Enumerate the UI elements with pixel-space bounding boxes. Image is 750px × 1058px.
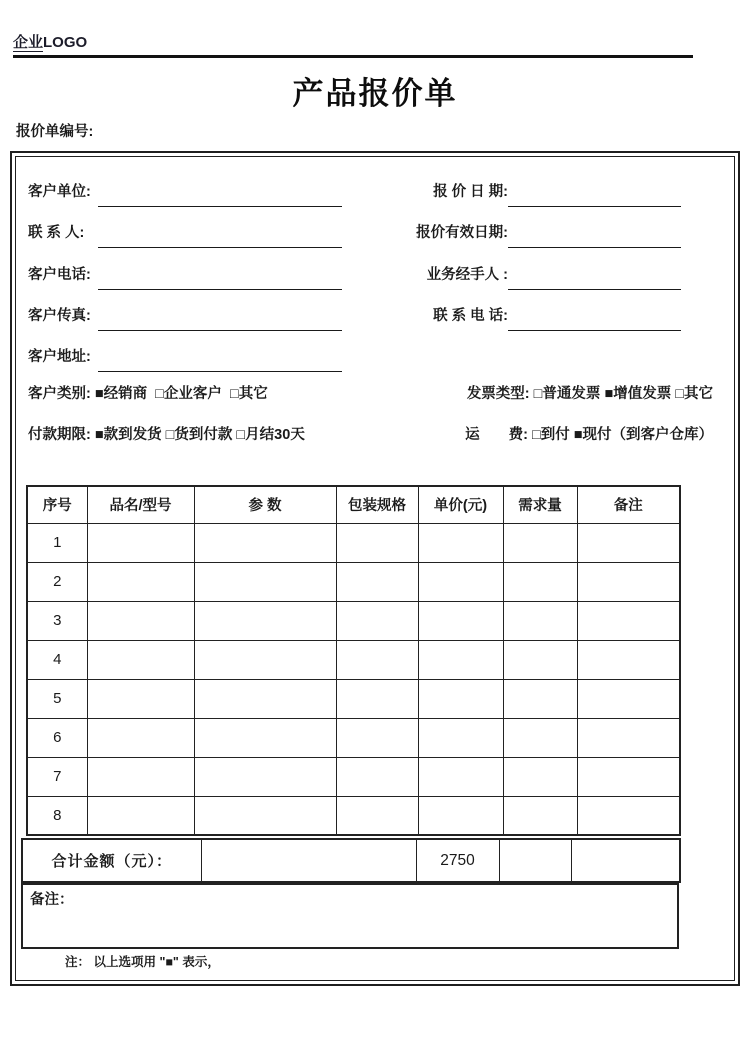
total-unit-price[interactable]: 2750 [416, 839, 499, 882]
item-cell[interactable] [503, 757, 577, 796]
quote-valid-date-label: 报价有效日期: [416, 225, 508, 241]
item-cell[interactable] [503, 640, 577, 679]
contact-phone-label: 联 系 电 话: [433, 308, 508, 324]
item-cell[interactable] [503, 679, 577, 718]
table-row [27, 757, 680, 796]
item-cell[interactable] [336, 640, 418, 679]
quote-date-label: 报 价 日 期: [433, 184, 508, 200]
remarks-box[interactable] [21, 883, 679, 949]
item-cell[interactable] [336, 757, 418, 796]
item-cell[interactable] [577, 523, 680, 562]
item-cell[interactable] [418, 640, 503, 679]
items-header-row [27, 486, 680, 523]
header-rule [13, 55, 693, 58]
item-cell[interactable] [577, 562, 680, 601]
col-header-name: 品名/型号 [87, 486, 194, 523]
total-note-cell[interactable] [571, 839, 680, 882]
customer-phone-label: 客户电话: [28, 267, 91, 283]
item-cell[interactable] [87, 562, 194, 601]
item-cell[interactable] [503, 601, 577, 640]
col-header-quantity: 需求量 [503, 486, 577, 523]
totals-row [22, 839, 680, 882]
item-cell[interactable] [418, 523, 503, 562]
item-cell[interactable] [194, 562, 336, 601]
contact-phone-input-line[interactable] [508, 330, 681, 331]
table-row [27, 562, 680, 601]
customer-type-options[interactable]: 客户类别: ■经销商 □企业客户 □其它 [28, 386, 268, 402]
sales-handler-input-line[interactable] [508, 289, 681, 290]
item-cell[interactable] [577, 679, 680, 718]
customer-fax-input-line[interactable] [98, 330, 342, 331]
customer-address-input-line[interactable] [98, 371, 342, 372]
page-title: 产品报价单 [292, 76, 458, 111]
items-table [26, 485, 681, 836]
quote-number-label: 报价单编号: [16, 124, 94, 140]
table-row [27, 796, 680, 835]
item-cell[interactable] [194, 523, 336, 562]
row-index: 3 [27, 601, 87, 640]
item-cell[interactable] [194, 601, 336, 640]
col-header-params: 参 数 [194, 486, 336, 523]
form-body-box [10, 151, 740, 986]
freight-options[interactable]: 运 费: □到付 ■现付（到客户仓库） [465, 427, 713, 443]
remarks-label: 备注： [30, 892, 74, 908]
quote-date-input-line[interactable] [508, 206, 681, 207]
item-cell[interactable] [577, 601, 680, 640]
item-cell[interactable] [577, 757, 680, 796]
item-cell[interactable] [336, 562, 418, 601]
item-cell[interactable] [194, 640, 336, 679]
quote-valid-date-input-line[interactable] [508, 247, 681, 248]
item-cell[interactable] [194, 718, 336, 757]
item-cell[interactable] [336, 679, 418, 718]
item-cell[interactable] [87, 796, 194, 835]
item-cell[interactable] [194, 679, 336, 718]
total-quantity-cell[interactable] [499, 839, 571, 882]
row-index: 7 [27, 757, 87, 796]
col-header-price: 单价(元) [418, 486, 503, 523]
row-index: 5 [27, 679, 87, 718]
item-cell[interactable] [418, 601, 503, 640]
table-row [27, 640, 680, 679]
item-cell[interactable] [87, 679, 194, 718]
col-header-note: 备注 [577, 486, 680, 523]
item-cell[interactable] [577, 718, 680, 757]
item-cell[interactable] [87, 523, 194, 562]
item-cell[interactable] [87, 601, 194, 640]
logo-text-cn: 企业 [13, 34, 44, 51]
customer-fax-label: 客户传真: [28, 308, 91, 324]
item-cell[interactable] [418, 757, 503, 796]
item-cell[interactable] [87, 718, 194, 757]
footnote: 注： 以上选项用 "■" 表示， [65, 955, 220, 969]
contact-person-input-line[interactable] [98, 247, 342, 248]
item-cell[interactable] [503, 718, 577, 757]
row-index: 6 [27, 718, 87, 757]
col-header-package: 包装规格 [336, 486, 418, 523]
logo-text-en: LOGO [43, 34, 88, 51]
table-row [27, 601, 680, 640]
row-index: 4 [27, 640, 87, 679]
item-cell[interactable] [194, 796, 336, 835]
total-amount-label: 合计金额（元）： [22, 839, 201, 882]
customer-phone-input-line[interactable] [98, 289, 342, 290]
item-cell[interactable] [418, 796, 503, 835]
item-cell[interactable] [87, 757, 194, 796]
item-cell[interactable] [503, 523, 577, 562]
row-index: 8 [27, 796, 87, 835]
item-cell[interactable] [418, 718, 503, 757]
item-cell[interactable] [418, 562, 503, 601]
item-cell[interactable] [503, 562, 577, 601]
row-index: 1 [27, 523, 87, 562]
item-cell[interactable] [336, 718, 418, 757]
item-cell[interactable] [336, 523, 418, 562]
item-cell[interactable] [577, 796, 680, 835]
item-cell[interactable] [418, 679, 503, 718]
item-cell[interactable] [336, 601, 418, 640]
item-cell[interactable] [87, 640, 194, 679]
table-row [27, 679, 680, 718]
row-index: 2 [27, 562, 87, 601]
item-cell[interactable] [503, 796, 577, 835]
customer-address-label: 客户地址: [28, 349, 91, 365]
company-logo [13, 31, 87, 52]
sales-handler-label: 业务经手人 : [426, 267, 508, 283]
customer-company-label: 客户单位: [28, 184, 91, 200]
item-cell[interactable] [194, 757, 336, 796]
payment-terms-options[interactable]: 付款期限: ■款到发货 □货到付款 □月结30天 [28, 427, 305, 443]
contact-person-label: 联 系 人: [28, 225, 85, 241]
invoice-type-options[interactable]: 发票类型: □普通发票 ■增值发票 □其它 [466, 386, 713, 402]
total-amount-cell[interactable] [201, 839, 416, 882]
customer-company-input-line[interactable] [98, 206, 342, 207]
item-cell[interactable] [577, 640, 680, 679]
table-row [27, 523, 680, 562]
totals-table [21, 838, 681, 883]
item-cell[interactable] [336, 796, 418, 835]
table-row [27, 718, 680, 757]
col-header-index: 序号 [27, 486, 87, 523]
